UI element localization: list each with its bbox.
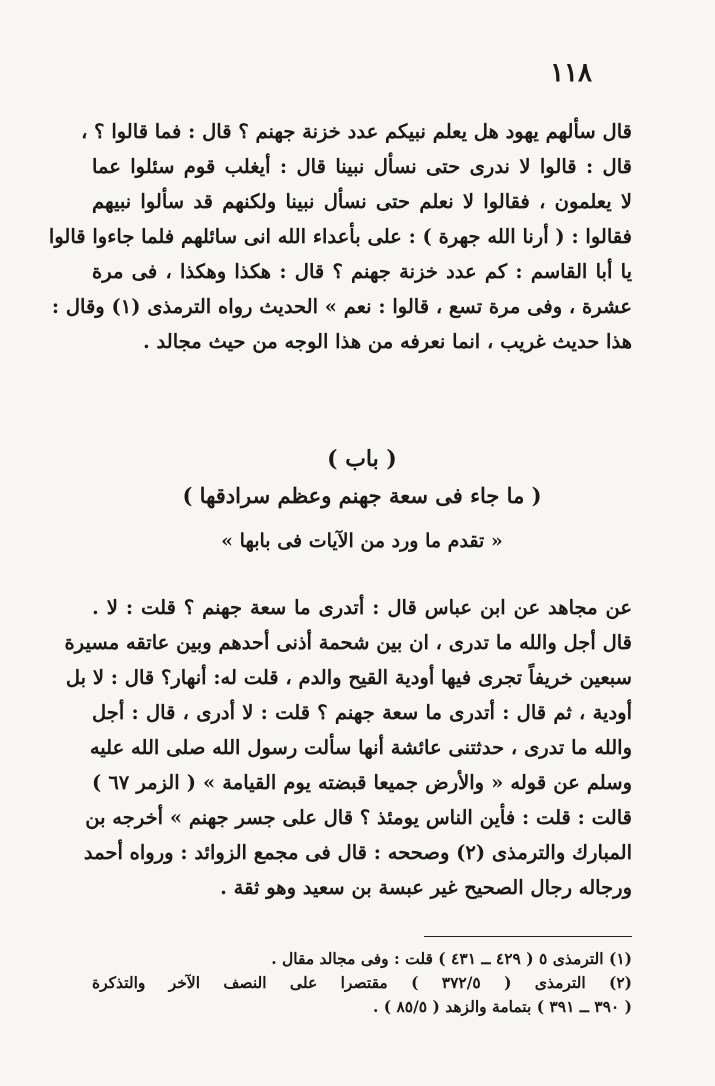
footnote-divider — [424, 936, 632, 937]
chapter-subtitle: « تقدم ما ورد من الآيات فى بابها » — [221, 530, 503, 552]
footnote-2: (٢) الترمذى ( ٣٧٢/٥ ) مقتصرا على النصف الآخر والتذكرة — [92, 973, 633, 992]
bab-heading: ( باب ) — [327, 446, 397, 472]
footnote-1: (١) الترمذى ٥ ( ٤٢٩ ــ ٤٣١ ) قلت : وفى مجالد مقال . — [271, 949, 632, 968]
text-line: والله ما تدرى ، حدثتنى عائشة أنها سألت رسول الله صلى الله عليه — [89, 736, 632, 759]
footnotes — [92, 947, 632, 1019]
text-line: عشرة ، وفى مرة تسع ، قالوا : نعم » الحديث رواه الترمذى (١) وقال : — [51, 295, 632, 318]
text-line: قال أجل والله ما تدرى ، ان بين شحمة أذنى أحدهم وبين عاتقه مسيرة — [64, 631, 632, 654]
text-line: لا يعلمون ، فقالوا لا نعلم حتى نسأل نبينا ولكنهم قد سألوا نبيهم — [92, 190, 632, 213]
text-line: وسلم عن قوله « والأرض جميعا قبضته يوم القيامة » ( الزمر ٦٧ ) — [92, 771, 633, 794]
chapter-title: ( ما جاء فى سعة جهنم وعظم سرادقها ) — [182, 483, 542, 508]
text-line: أودية ، ثم قال : أتدرى ما سعة جهنم ؟ قلت : لا أدرى ، قال : أجل — [92, 701, 632, 724]
text-line: هذا حديث غريب ، انما نعرفه من هذا الوجه من حيث مجالد . — [142, 330, 632, 353]
text-line: عن مجاهد عن ابن عباس قال : أتدرى ما سعة جهنم ؟ قلت : لا . — [92, 596, 632, 619]
text-line: المبارك والترمذى (٢) وصححه : قال فى مجمع الزوائد : ورواه أحمد — [83, 841, 632, 864]
footnote-2-continued: ( ٣٩٠ ــ ٣٩١ ) بتمامة والزهد ( ٨٥/٥ ) . — [372, 997, 632, 1016]
paragraph-1 — [48, 114, 632, 359]
paragraph-2 — [64, 590, 633, 905]
text-line: قالت : قلت : فأين الناس يومئذ ؟ قال على جسر جهنم » أخرجه بن — [85, 806, 632, 829]
text-line: يا أبا القاسم : كم عدد خزنة جهنم ؟ قال : هكذا وهكذا ، فى مرة — [92, 260, 632, 283]
text-line: قال سألهم يهود هل يعلم نبيكم عدد خزنة جهنم ؟ قال : فما قالوا ؟ ، — [81, 120, 632, 143]
text-line: ورجاله رجال الصحيح غير عبسة بن سعيد وهو ثقة . — [220, 876, 632, 899]
text-line: سبعين خريفاً تجرى فيها أودية القيح والدم ، قلت له: أنهار؟ قال : لا بل — [65, 666, 632, 689]
page-number: ١١٨ — [550, 58, 592, 88]
text-line: فقالوا : ( أرنا الله جهرة ) : على بأعداء الله انى سائلهم فلما جاءوا قالوا — [48, 225, 632, 248]
text-line: قال : قالوا لا ندرى حتى نسأل نبينا قال : أيغلب قوم سئلوا عما — [92, 155, 632, 178]
